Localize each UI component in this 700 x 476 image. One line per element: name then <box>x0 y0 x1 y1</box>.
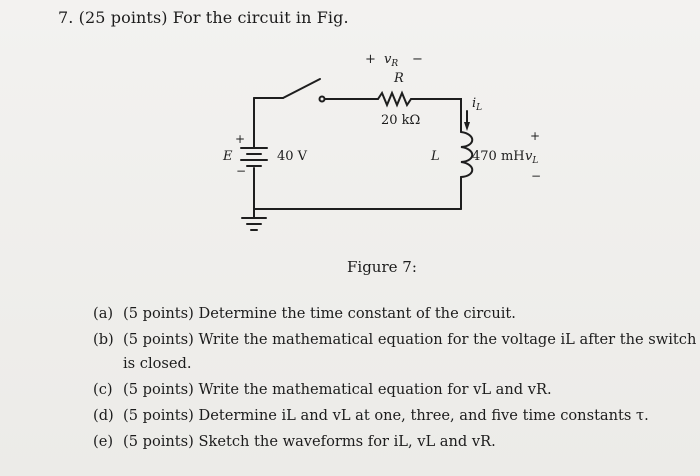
figure-caption: Figure 7: <box>347 258 417 276</box>
question-part-b <box>93 328 698 376</box>
switch-blade <box>283 79 320 98</box>
resistor-value: 20 kΩ <box>381 113 421 128</box>
inductor-coil <box>461 132 472 177</box>
part-label: (c) <box>93 381 113 398</box>
vl-plus: + <box>530 129 541 143</box>
part-label: (a) <box>93 305 114 322</box>
switch-contact <box>320 97 325 102</box>
part-text: (5 points) Write the mathematical equation for vL and vR. <box>123 381 552 398</box>
problem-heading: 7. (25 points) For the circuit in Fig. <box>58 8 349 27</box>
inductor-value: 470 mH <box>472 149 525 164</box>
part-text: (5 points) Determine iL and vL at one, three, and five time constants τ. <box>123 407 649 424</box>
question-part-a <box>93 302 698 326</box>
inductor-label: L <box>431 149 440 164</box>
battery-label: E <box>223 149 233 164</box>
battery-value: 40 V <box>277 149 308 164</box>
current-label: $i_L$ <box>472 96 483 113</box>
part-label: (b) <box>93 331 114 348</box>
question-part-e <box>93 430 698 454</box>
vr-plus: + <box>365 52 376 67</box>
part-label: (e) <box>93 433 114 450</box>
ground-symbol <box>242 218 266 230</box>
part-text: (5 points) Determine the time constant of the circuit. <box>123 305 516 322</box>
vl-minus: − <box>531 169 542 183</box>
question-part-c <box>93 378 698 402</box>
question-part-d <box>93 404 698 428</box>
resistor-zigzag <box>378 93 411 105</box>
part-text: (5 points) Sketch the waveforms for iL, vL and vR. <box>123 433 496 450</box>
battery-minus: − <box>236 164 247 178</box>
question-parts-list <box>93 302 698 456</box>
vr-label: $v_R$ <box>384 52 399 69</box>
part-text: (5 points) Write the mathematical equation for the voltage iL after the switch is closed. <box>123 331 697 372</box>
part-label: (d) <box>93 407 114 424</box>
vl-label: $v_L$ <box>525 149 539 166</box>
current-arrowhead-icon <box>464 122 470 131</box>
resistor-label: R <box>394 71 404 86</box>
battery-plus: + <box>235 132 246 146</box>
vr-minus: − <box>412 52 423 67</box>
